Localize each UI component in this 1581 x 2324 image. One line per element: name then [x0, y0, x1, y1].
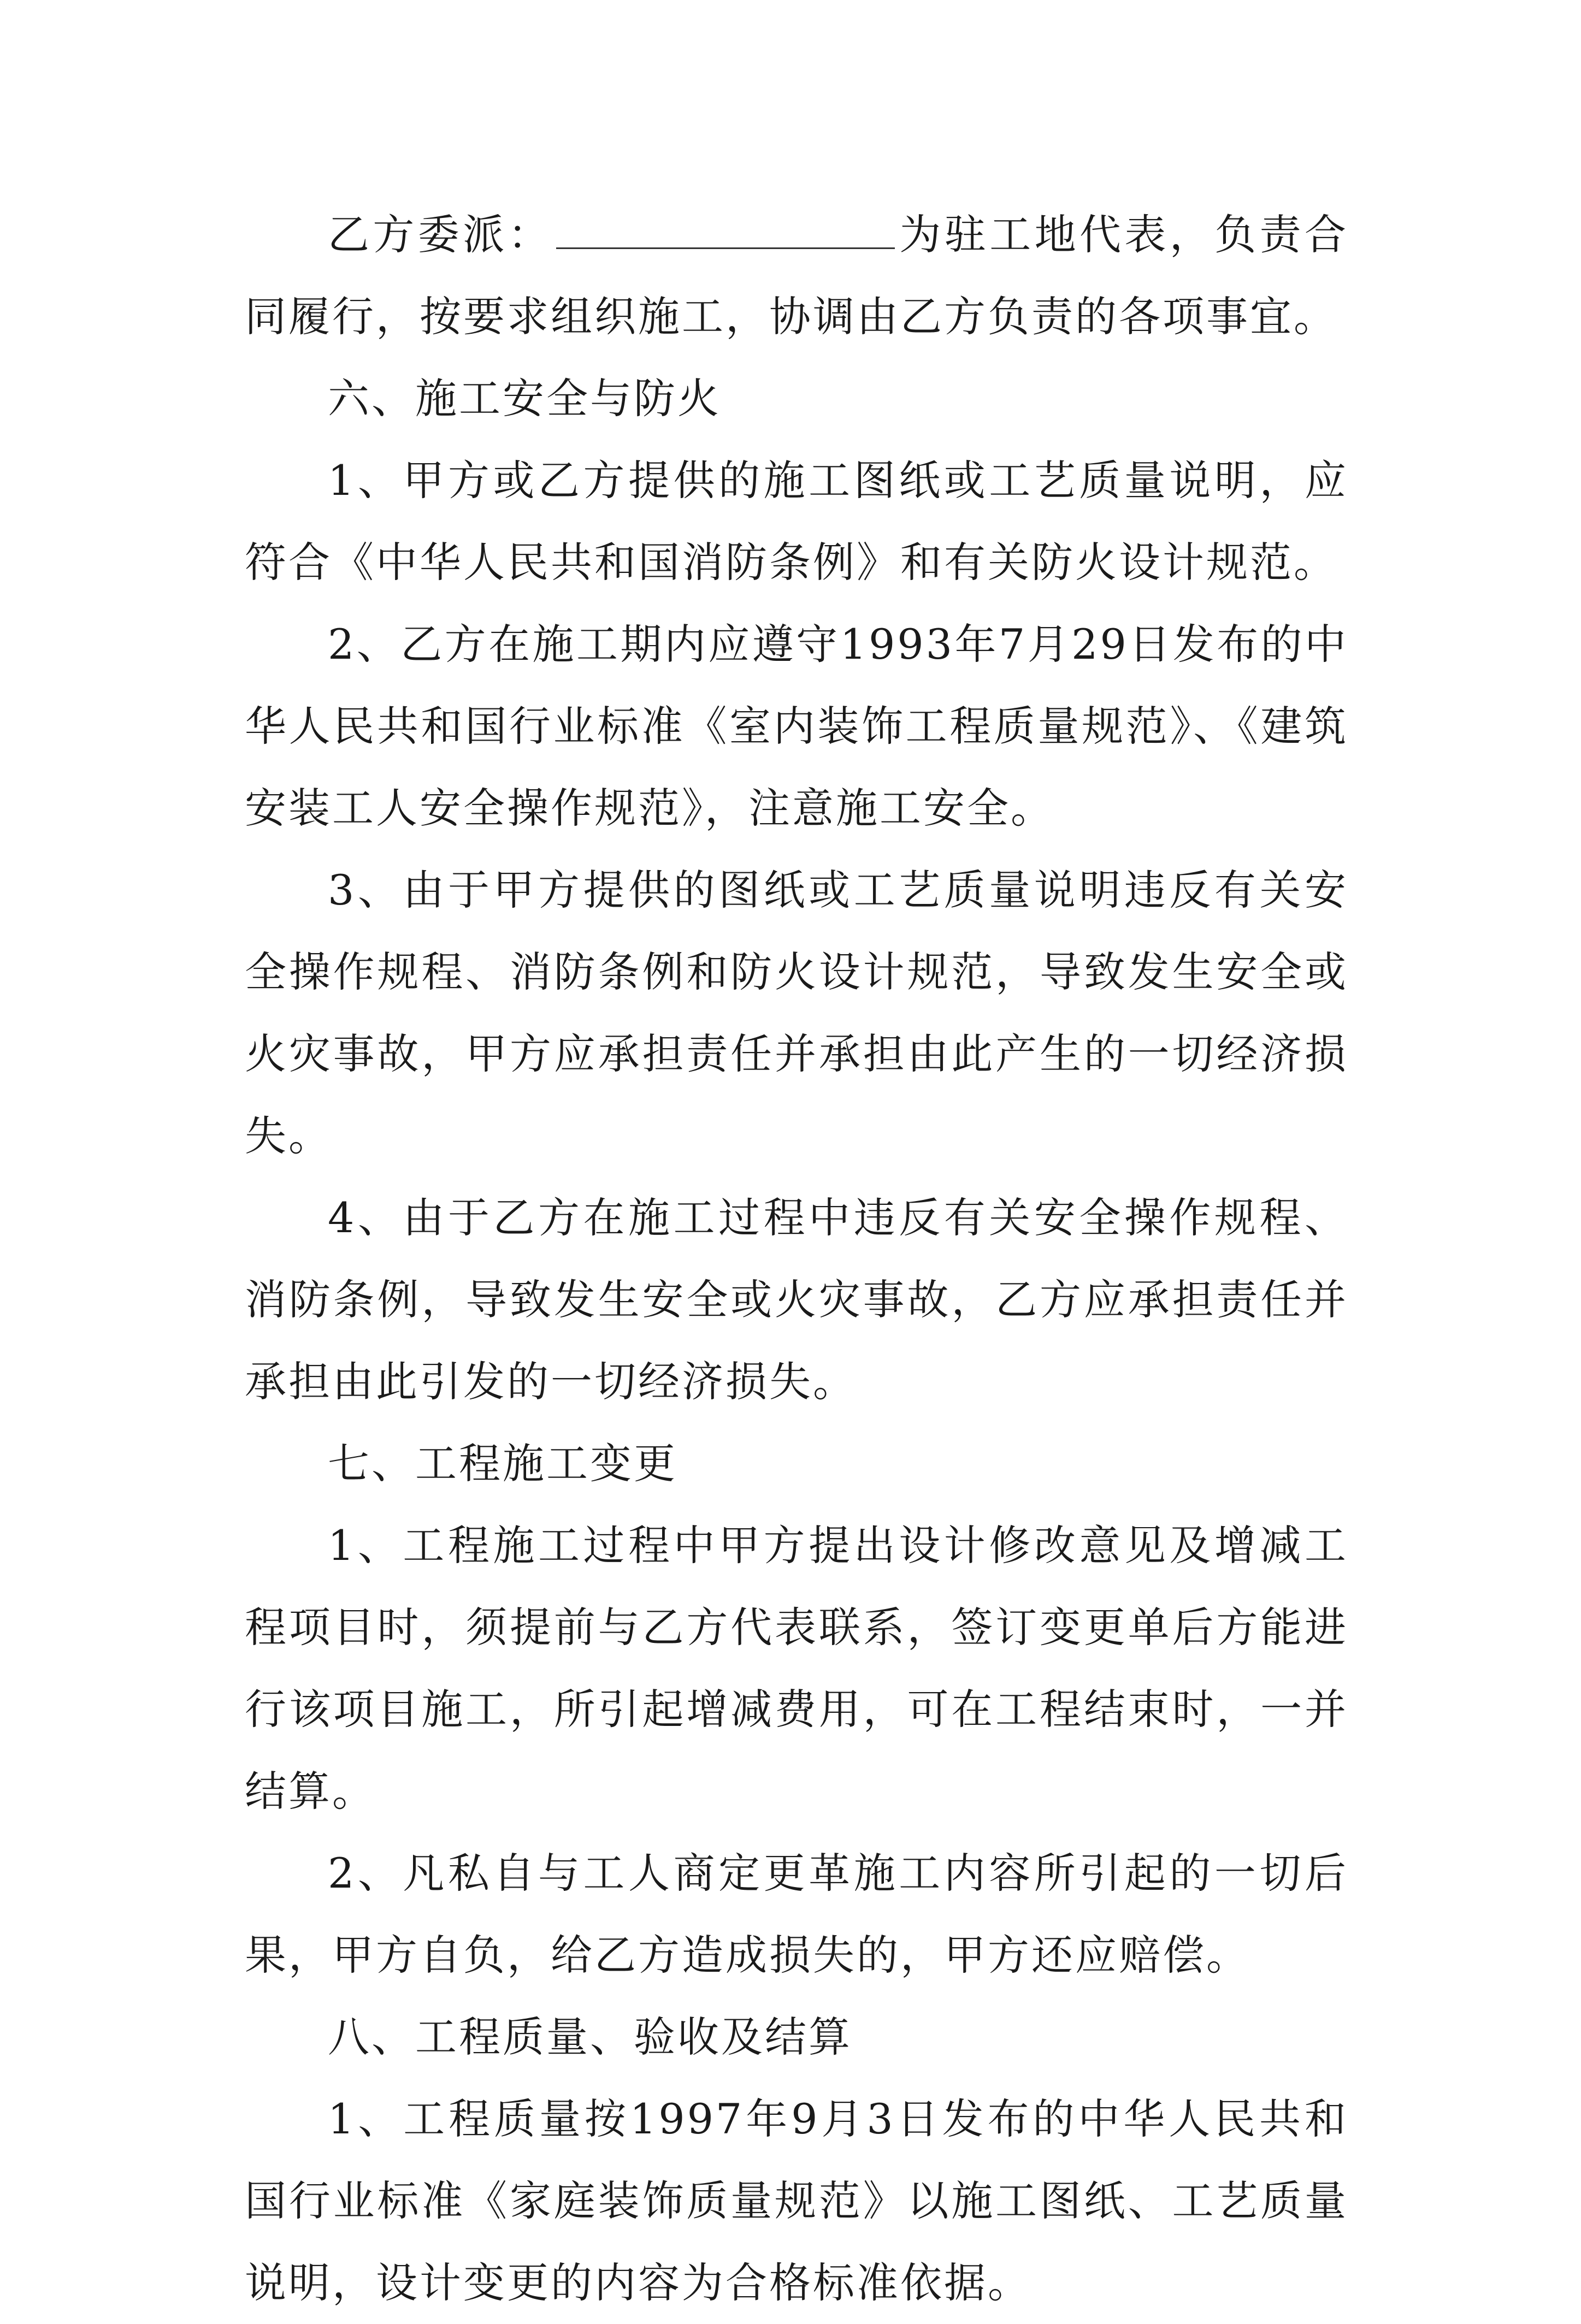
section-6-heading: 六、施工安全与防火	[328, 374, 721, 423]
section-7-item: 1、工程施工过程中甲方提出设计修改意见及增减工程项目时，须提前与乙方代表联系，签订变更单后方能进行该项目施工，所引起增减费用，可在工程结束时，一并结算。	[245, 1521, 1348, 1816]
section-7-heading: 七、工程施工变更	[328, 1439, 677, 1488]
site-representative-paragraph	[245, 194, 1348, 358]
representative-blank[interactable]	[556, 209, 895, 249]
rep-suffix: 为驻工地代表，负责合同履行，按要求组织施工，协调由乙方负责的各项事宜。	[245, 210, 1348, 341]
rep-prefix: 乙方委派：	[328, 210, 553, 259]
section-6-item: 4、由于乙方在施工过程中违反有关安全操作规程、消防条例，导致发生安全或火灾事故，乙方应承担责任并承担由此引发的一切经济损失。	[245, 1193, 1348, 1406]
section-8-heading: 八、工程质量、验收及结算	[328, 2013, 852, 2061]
section-6-item: 3、由于甲方提供的图纸或工艺质量说明违反有关安全操作规程、消防条例和防火设计规范，导致发生安全或火灾事故，甲方应承担责任并承担由此产生的一切经济损失。	[245, 866, 1348, 1160]
section-6-item: 1、甲方或乙方提供的施工图纸或工艺质量说明，应符合《中华人民共和国消防条例》和有关防火设计规范。	[245, 456, 1348, 587]
section-7-item: 2、凡私自与工人商定更革施工内容所引起的一切后果，甲方自负，给乙方造成损失的，甲方还应赔偿。	[245, 1849, 1348, 1979]
document-body	[245, 194, 1348, 2324]
section-6-item: 2、乙方在施工期内应遵守1993年7月29日发布的中华人民共和国行业标准《室内装饰工程质量规范》、《建筑安装工人安全操作规范》，注意施工安全。	[245, 620, 1348, 832]
section-8-item: 1、工程质量按1997年9月3日发布的中华人民共和国行业标准《家庭装饰质量规范》以施工图纸、工艺质量说明，设计变更的内容为合格标准依据。	[245, 2095, 1348, 2307]
